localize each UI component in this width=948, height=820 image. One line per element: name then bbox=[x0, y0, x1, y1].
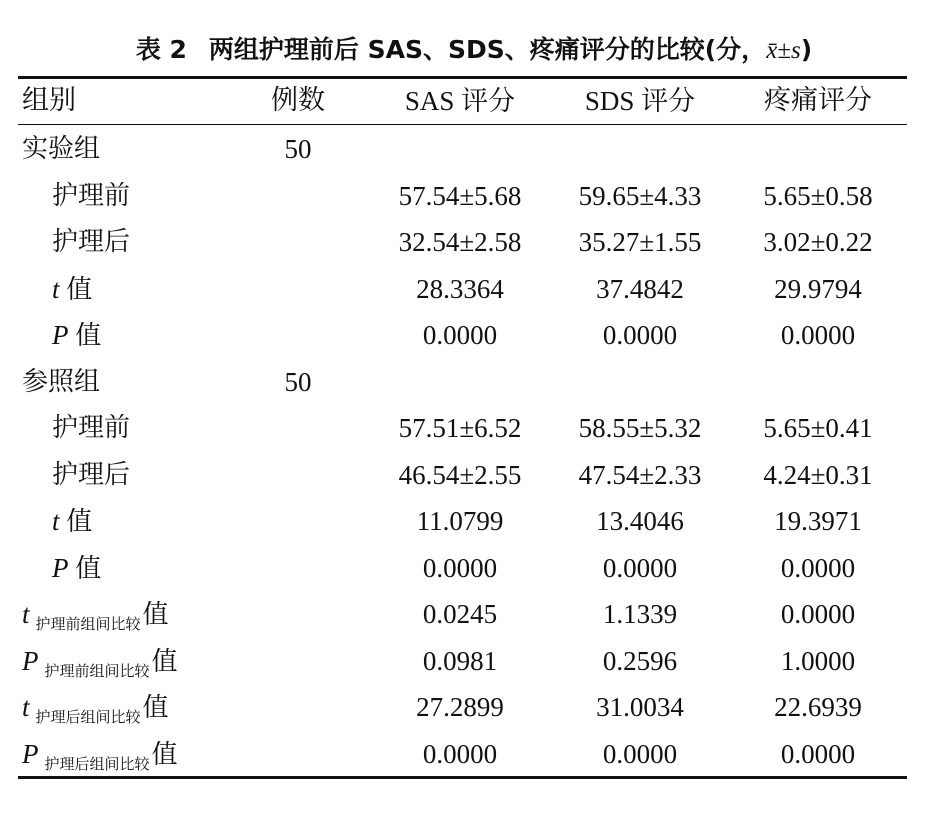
row-label bbox=[22, 731, 178, 777]
row-pain: 5.65±0.41 bbox=[763, 413, 873, 443]
mean-sd-symbol: x̄±s bbox=[766, 37, 801, 64]
row-label: 实验组 bbox=[22, 134, 101, 164]
row-pain: 22.6939 bbox=[774, 692, 862, 722]
row-label: 护理后 bbox=[52, 227, 131, 257]
stat-symbol: P bbox=[22, 645, 39, 676]
value-label: 值 bbox=[151, 739, 178, 770]
table-row bbox=[18, 684, 907, 730]
stat-symbol: P bbox=[52, 552, 69, 583]
row-sds bbox=[570, 359, 710, 405]
table-row bbox=[18, 173, 907, 219]
row-pain bbox=[744, 126, 892, 172]
row-sds: 0.0000 bbox=[602, 738, 678, 769]
row-sds: 0.0000 bbox=[602, 552, 678, 583]
row-sds bbox=[570, 126, 710, 172]
row-sas: 32.54±2.58 bbox=[398, 227, 522, 257]
row-sds: 58.55±5.32 bbox=[578, 413, 702, 443]
row-sds: 37.4842 bbox=[596, 273, 684, 304]
stat-symbol: t bbox=[22, 692, 30, 722]
row-count bbox=[268, 266, 328, 312]
value-label: 值 bbox=[142, 600, 169, 630]
row-sds: 1.1339 bbox=[602, 599, 678, 629]
row-label: 护理前 bbox=[52, 413, 131, 443]
table-header bbox=[18, 78, 907, 124]
row-label bbox=[52, 312, 101, 358]
header-rule bbox=[18, 124, 907, 125]
row-sas bbox=[390, 359, 530, 405]
value-label: 值 bbox=[66, 507, 93, 537]
row-count bbox=[268, 405, 328, 451]
header-count: 例数 bbox=[271, 85, 325, 116]
row-label bbox=[22, 684, 169, 730]
row-sds: 0.2596 bbox=[602, 645, 678, 676]
header-sas: SAS 评分 bbox=[404, 86, 516, 116]
row-count bbox=[268, 498, 328, 544]
stat-symbol: P bbox=[52, 320, 69, 350]
table-row bbox=[18, 452, 907, 498]
row-count: 50 bbox=[284, 134, 312, 164]
row-sds: 31.0034 bbox=[596, 692, 684, 722]
row-label: 护理前 bbox=[52, 180, 131, 211]
row-pain: 1.0000 bbox=[780, 645, 856, 676]
row-pain bbox=[744, 359, 892, 405]
row-pain: 19.3971 bbox=[774, 506, 862, 536]
row-sas: 0.0245 bbox=[422, 599, 498, 629]
row-count bbox=[268, 638, 328, 684]
row-sas: 0.0000 bbox=[422, 552, 498, 583]
row-pain: 5.65±0.58 bbox=[763, 180, 873, 211]
stat-subscript: 护理前组间比较 bbox=[44, 661, 150, 680]
table-row bbox=[18, 266, 907, 312]
table-row bbox=[18, 219, 907, 265]
row-sds: 59.65±4.33 bbox=[578, 180, 702, 211]
row-pain: 3.02±0.22 bbox=[763, 227, 873, 257]
table-row bbox=[18, 312, 907, 358]
row-label bbox=[52, 266, 92, 312]
table-row bbox=[18, 359, 907, 405]
row-pain: 4.24±0.31 bbox=[763, 459, 873, 490]
stat-symbol: P bbox=[22, 738, 39, 769]
table-row bbox=[18, 731, 907, 777]
row-label bbox=[22, 591, 169, 637]
row-sas: 0.0000 bbox=[422, 320, 498, 350]
value-label: 值 bbox=[151, 646, 178, 677]
row-sas: 57.54±5.68 bbox=[398, 180, 522, 211]
table-row bbox=[18, 405, 907, 451]
row-label bbox=[22, 638, 178, 684]
table-row bbox=[18, 126, 907, 172]
row-sas bbox=[390, 126, 530, 172]
header-sds: SDS 评分 bbox=[584, 86, 696, 116]
row-sds: 0.0000 bbox=[602, 320, 678, 350]
header-group: 组别 bbox=[22, 85, 76, 116]
row-count bbox=[268, 173, 328, 219]
row-count bbox=[268, 684, 328, 730]
table-row bbox=[18, 591, 907, 637]
row-sas: 57.51±6.52 bbox=[398, 413, 522, 443]
bottom-rule bbox=[18, 776, 907, 779]
stat-subscript: 护理前组间比较 bbox=[35, 615, 141, 633]
row-pain: 0.0000 bbox=[780, 738, 856, 769]
table-title bbox=[0, 30, 948, 71]
table-row bbox=[18, 638, 907, 684]
row-count bbox=[268, 591, 328, 637]
row-sas: 0.0981 bbox=[422, 645, 498, 676]
value-label: 值 bbox=[75, 553, 102, 584]
table-title-text: 两组护理前后 SAS、SDS、疼痛评分的比较(分， bbox=[208, 35, 767, 64]
table-number: 表 2 bbox=[135, 35, 187, 64]
row-sas: 0.0000 bbox=[422, 738, 498, 769]
row-sas: 46.54±2.55 bbox=[398, 459, 522, 490]
row-count bbox=[268, 545, 328, 591]
row-count bbox=[268, 312, 328, 358]
value-label: 值 bbox=[66, 274, 93, 305]
row-pain: 0.0000 bbox=[780, 552, 856, 583]
row-pain: 0.0000 bbox=[780, 320, 856, 350]
row-sds: 47.54±2.33 bbox=[578, 459, 702, 490]
header-pain: 疼痛评分 bbox=[764, 85, 872, 116]
row-count bbox=[268, 731, 328, 777]
row-sds: 13.4046 bbox=[596, 506, 684, 536]
stat-symbol: t bbox=[22, 599, 30, 629]
title-close-paren: ) bbox=[800, 35, 813, 64]
stat-subscript: 护理后组间比较 bbox=[35, 708, 141, 726]
row-count bbox=[268, 219, 328, 265]
row-label bbox=[52, 498, 92, 544]
row-pain: 29.9794 bbox=[774, 273, 862, 304]
row-label: 护理后 bbox=[52, 459, 131, 490]
row-sas: 28.3364 bbox=[416, 273, 504, 304]
row-label bbox=[52, 545, 101, 591]
row-sds: 35.27±1.55 bbox=[578, 227, 702, 257]
table-row bbox=[18, 498, 907, 544]
row-count bbox=[268, 452, 328, 498]
value-label: 值 bbox=[75, 321, 102, 351]
table-row bbox=[18, 545, 907, 591]
stat-symbol: t bbox=[52, 506, 60, 536]
row-sas: 27.2899 bbox=[416, 692, 504, 722]
row-sas: 11.0799 bbox=[416, 506, 504, 536]
stat-symbol: t bbox=[52, 273, 60, 304]
row-count: 50 bbox=[284, 366, 312, 397]
stat-subscript: 护理后组间比较 bbox=[44, 754, 150, 773]
value-label: 值 bbox=[142, 693, 169, 723]
row-label: 参照组 bbox=[22, 366, 101, 397]
row-pain: 0.0000 bbox=[780, 599, 856, 629]
